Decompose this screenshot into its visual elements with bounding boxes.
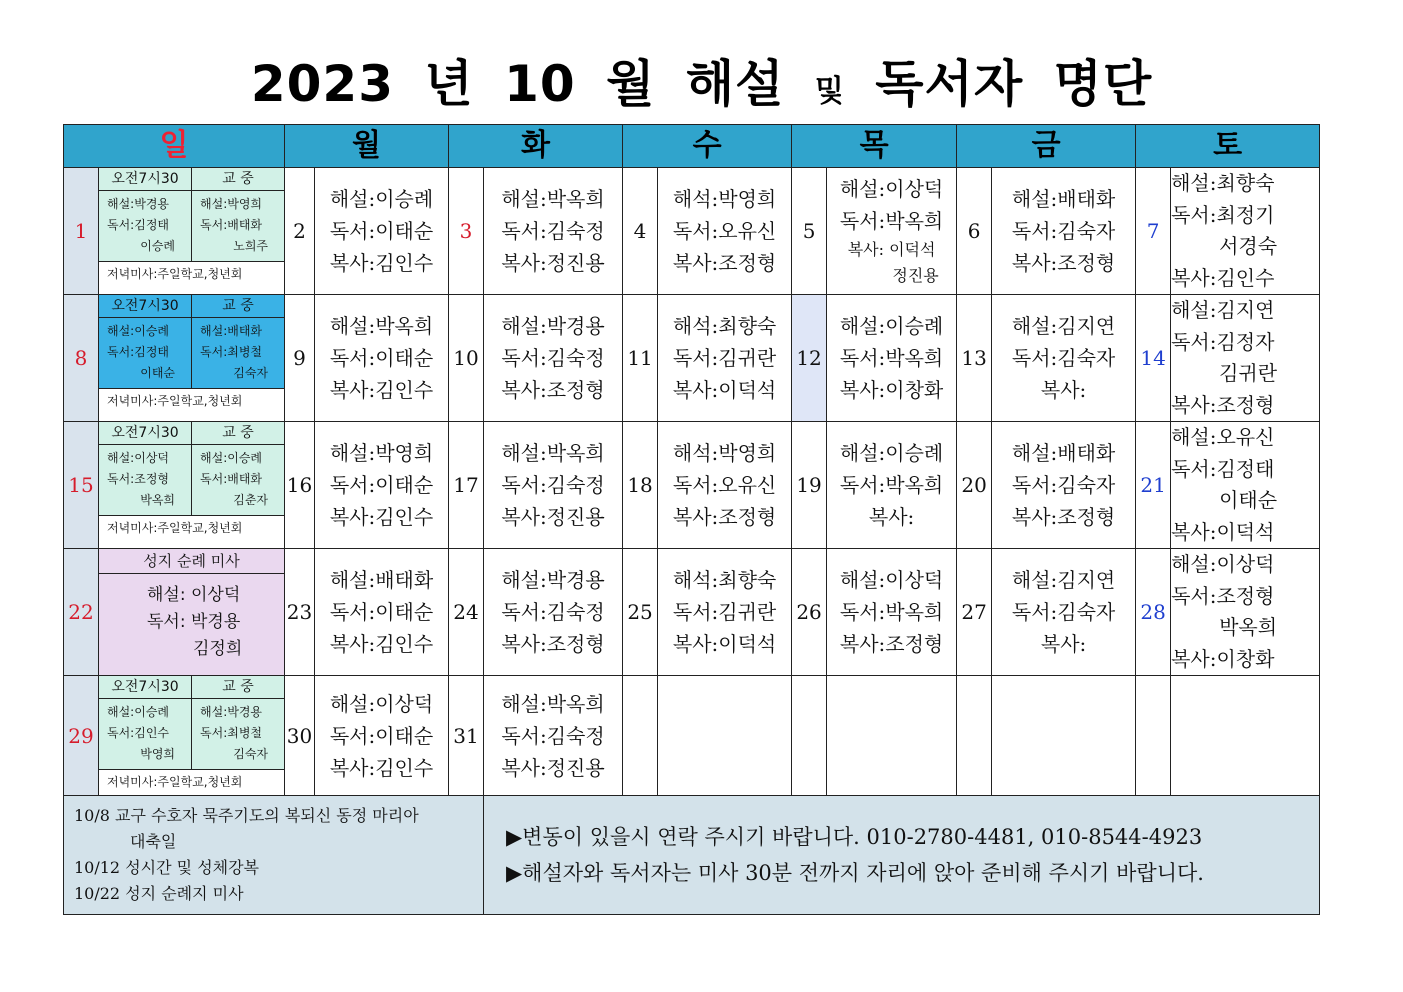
empty-cell (1136, 676, 1171, 796)
day-assignments: 해설:김지연 독서:김정자 김귀란 복사:조정형 (1171, 295, 1320, 422)
empty-cell (658, 676, 792, 796)
assignment-line: 독서:조정형 (107, 472, 170, 486)
evening-mass-label: 저녁미사:주일학교,청년회 (107, 267, 243, 281)
assignment-line: 독서:김인수 (107, 726, 170, 740)
day-number: 10 (449, 295, 484, 422)
sunday-block (99, 168, 285, 295)
day-assignments: 해석:박영희 독서:오유신 복사:조정형 (658, 422, 792, 549)
day-number: 29 (64, 676, 99, 796)
assignment-line: 독서:최병철 (200, 726, 263, 740)
day-assignments: 해설:이상덕 독서:박옥희 복사:조정형 (827, 549, 957, 676)
message-line: ▶해설자와 독서자는 미사 30분 전까지 자리에 앉아 준비해 주시기 바랍니다. (506, 861, 1204, 885)
empty-cell (792, 676, 827, 796)
assignment-line: 독서: 박경용 (147, 612, 241, 632)
day-number: 2 (285, 168, 315, 295)
weekday-mon: 월 (285, 125, 449, 168)
day-number: 21 (1136, 422, 1171, 549)
week-row (64, 168, 1320, 295)
sunday-block (99, 676, 285, 796)
week-row (64, 549, 1320, 676)
day-number: 3 (449, 168, 484, 295)
day-assignments: 해설:이승례 독서:박옥희 복사:이창화 (827, 295, 957, 422)
assignment-line: 해설:박경용 (200, 705, 263, 719)
day-assignments: 해설:박옥희 독서:김숙정 복사:정진용 (484, 422, 623, 549)
day-assignments: 해석:최향숙 독서:김귀란 복사:이덕석 (658, 295, 792, 422)
day-number: 1 (64, 168, 99, 295)
day-assignments: 해설:김지연 독서:김숙자 복사: (992, 549, 1136, 676)
weekday-thu: 목 (792, 125, 957, 168)
day-number: 12 (792, 295, 827, 422)
weekday-fri: 금 (957, 125, 1136, 168)
assignment-line: 박영희 (140, 747, 176, 761)
empty-cell (1171, 676, 1320, 796)
school-mass-label: 교 중 (222, 679, 254, 695)
week-row (64, 676, 1320, 796)
weekday-tue: 화 (449, 125, 623, 168)
day-assignments: 해석:최향숙 독서:김귀란 복사:이덕석 (658, 549, 792, 676)
title-part-1: 2023 년 10 월 해설 (250, 55, 785, 113)
week-row (64, 422, 1320, 549)
assignment-line: 독서:배태화 (200, 472, 263, 486)
day-number: 17 (449, 422, 484, 549)
assignment-line: 노희주 (233, 239, 269, 253)
empty-cell (992, 676, 1136, 796)
day-number: 22 (64, 549, 99, 676)
assignment-line: 독서:김정태 (107, 345, 170, 359)
sunday-block (99, 422, 285, 549)
evening-mass-label: 저녁미사:주일학교,청년회 (107, 394, 243, 408)
day-number: 7 (1136, 168, 1171, 295)
weekday-sun: 일 (64, 125, 285, 168)
weekday-wed: 수 (623, 125, 792, 168)
day-assignments: 해설:이승례 독서:박옥희 복사: (827, 422, 957, 549)
day-number: 8 (64, 295, 99, 422)
day-number: 16 (285, 422, 315, 549)
day-number: 13 (957, 295, 992, 422)
school-mass-label: 교 중 (222, 171, 254, 187)
day-assignments: 해설:박옥희 독서:이태순 복사:김인수 (315, 295, 449, 422)
school-mass-label: 교 중 (222, 298, 254, 314)
school-mass-label: 교 중 (222, 425, 254, 441)
assignment-line: 독서:배태화 (200, 218, 263, 232)
title-part-3: 독서자 명단 (875, 55, 1153, 113)
assignment-line: 해설:박경용 (107, 197, 170, 211)
sunday-block (99, 549, 285, 676)
assignment-line: 박옥희 (140, 493, 176, 507)
day-number: 14 (1136, 295, 1171, 422)
assignment-line: 독서:김정태 (107, 218, 170, 232)
morning-mass-label: 오전7시30 (99, 168, 192, 190)
assignment-line: 해설:배태화 (200, 324, 263, 338)
day-number: 30 (285, 676, 315, 796)
assignment-line: 해설:이승례 (200, 451, 263, 465)
assignment-line: 김춘자 (233, 493, 269, 507)
day-assignments: 해설:배태화 독서:김숙자 복사:조정형 (992, 422, 1136, 549)
day-assignments: 해설:이상덕 독서:이태순 복사:김인수 (315, 676, 449, 796)
note-line: 10/12 성시간 및 성체강복 (74, 858, 260, 877)
day-number: 15 (64, 422, 99, 549)
note-line: 10/8 교구 수호자 묵주기도의 복되신 동정 마리아 (74, 806, 419, 825)
day-number: 20 (957, 422, 992, 549)
day-assignments: 해설:이상덕 독서:조정형 박옥희 복사:이창화 (1171, 549, 1320, 676)
day-number: 26 (792, 549, 827, 676)
pilgrimage-mass-label: 성지 순례 미사 (99, 549, 284, 574)
day-number: 6 (957, 168, 992, 295)
evening-mass-label: 저녁미사:주일학교,청년회 (107, 521, 243, 535)
assignment-line: 해설: 이상덕 (147, 585, 241, 605)
assignment-line: 해설:이상덕 (107, 451, 170, 465)
assignment-line: 해설:이승례 (107, 705, 170, 719)
day-number: 18 (623, 422, 658, 549)
note-line: 10/22 성지 순례지 미사 (74, 884, 244, 903)
day-number: 24 (449, 549, 484, 676)
day-number: 25 (623, 549, 658, 676)
empty-cell (623, 676, 658, 796)
assignment-line: 해설:박영희 (200, 197, 263, 211)
day-number: 31 (449, 676, 484, 796)
day-assignments: 해설:박영희 독서:이태순 복사:김인수 (315, 422, 449, 549)
assignment-line: 김숙자 (233, 747, 269, 761)
weekday-sat: 토 (1136, 125, 1320, 168)
assignment-line: 이승례 (140, 239, 176, 253)
day-assignments: 해설:김지연 독서:김숙자 복사: (992, 295, 1136, 422)
day-number: 5 (792, 168, 827, 295)
assignment-line: 김숙자 (233, 366, 269, 380)
day-assignments: 해석:박영희 독서:오유신 복사:조정형 (658, 168, 792, 295)
day-number: 11 (623, 295, 658, 422)
morning-mass-label: 오전7시30 (99, 295, 192, 317)
morning-mass-label: 오전7시30 (99, 676, 192, 698)
schedule-table (63, 124, 1320, 915)
week-row (64, 295, 1320, 422)
title-part-2: 및 (814, 74, 845, 109)
evening-mass-label: 저녁미사:주일학교,청년회 (107, 775, 243, 789)
footer-row (64, 796, 1320, 915)
day-number: 23 (285, 549, 315, 676)
day-assignments: 해설:최향숙 독서:최정기 서경숙 복사:김인수 (1171, 168, 1320, 295)
assignment-line: 김정희 (193, 639, 243, 659)
day-number: 9 (285, 295, 315, 422)
messages-cell (484, 796, 1320, 915)
day-number: 19 (792, 422, 827, 549)
day-assignments: 해설:박옥희 독서:김숙정 복사:정진용 (484, 168, 623, 295)
message-line: ▶변동이 있을시 연락 주시기 바랍니다. 010-2780-4481, 010-8544-4923 (506, 825, 1203, 849)
day-number: 28 (1136, 549, 1171, 676)
day-assignments: 해설:배태화 독서:이태순 복사:김인수 (315, 549, 449, 676)
note-line: 대축일 (130, 832, 177, 851)
page-title (0, 48, 1403, 128)
empty-cell (957, 676, 992, 796)
day-assignments: 해설:오유신 독서:김정태 이태순 복사:이덕석 (1171, 422, 1320, 549)
weekday-header-row (64, 125, 1320, 168)
day-assignments: 해설:이승례 독서:이태순 복사:김인수 (315, 168, 449, 295)
day-assignments: 해설:박옥희 독서:김숙정 복사:정진용 (484, 676, 623, 796)
assignment-line: 독서:최병철 (200, 345, 263, 359)
day-assignments: 해설:박경용 독서:김숙정 복사:조정형 (484, 549, 623, 676)
notes-cell (64, 796, 484, 915)
day-assignments: 해설:박경용 독서:김숙정 복사:조정형 (484, 295, 623, 422)
empty-cell (827, 676, 957, 796)
day-number: 27 (957, 549, 992, 676)
day-number: 4 (623, 168, 658, 295)
sunday-block (99, 295, 285, 422)
morning-mass-label: 오전7시30 (99, 422, 192, 444)
assignment-line: 해설:이승례 (107, 324, 170, 338)
day-assignments: 해설:배태화 독서:김숙자 복사:조정형 (992, 168, 1136, 295)
day-assignments: 해설:이상덕 독서:박옥희 복사: 이덕석 정진용 (827, 168, 957, 295)
assignment-line: 이태순 (140, 366, 176, 380)
